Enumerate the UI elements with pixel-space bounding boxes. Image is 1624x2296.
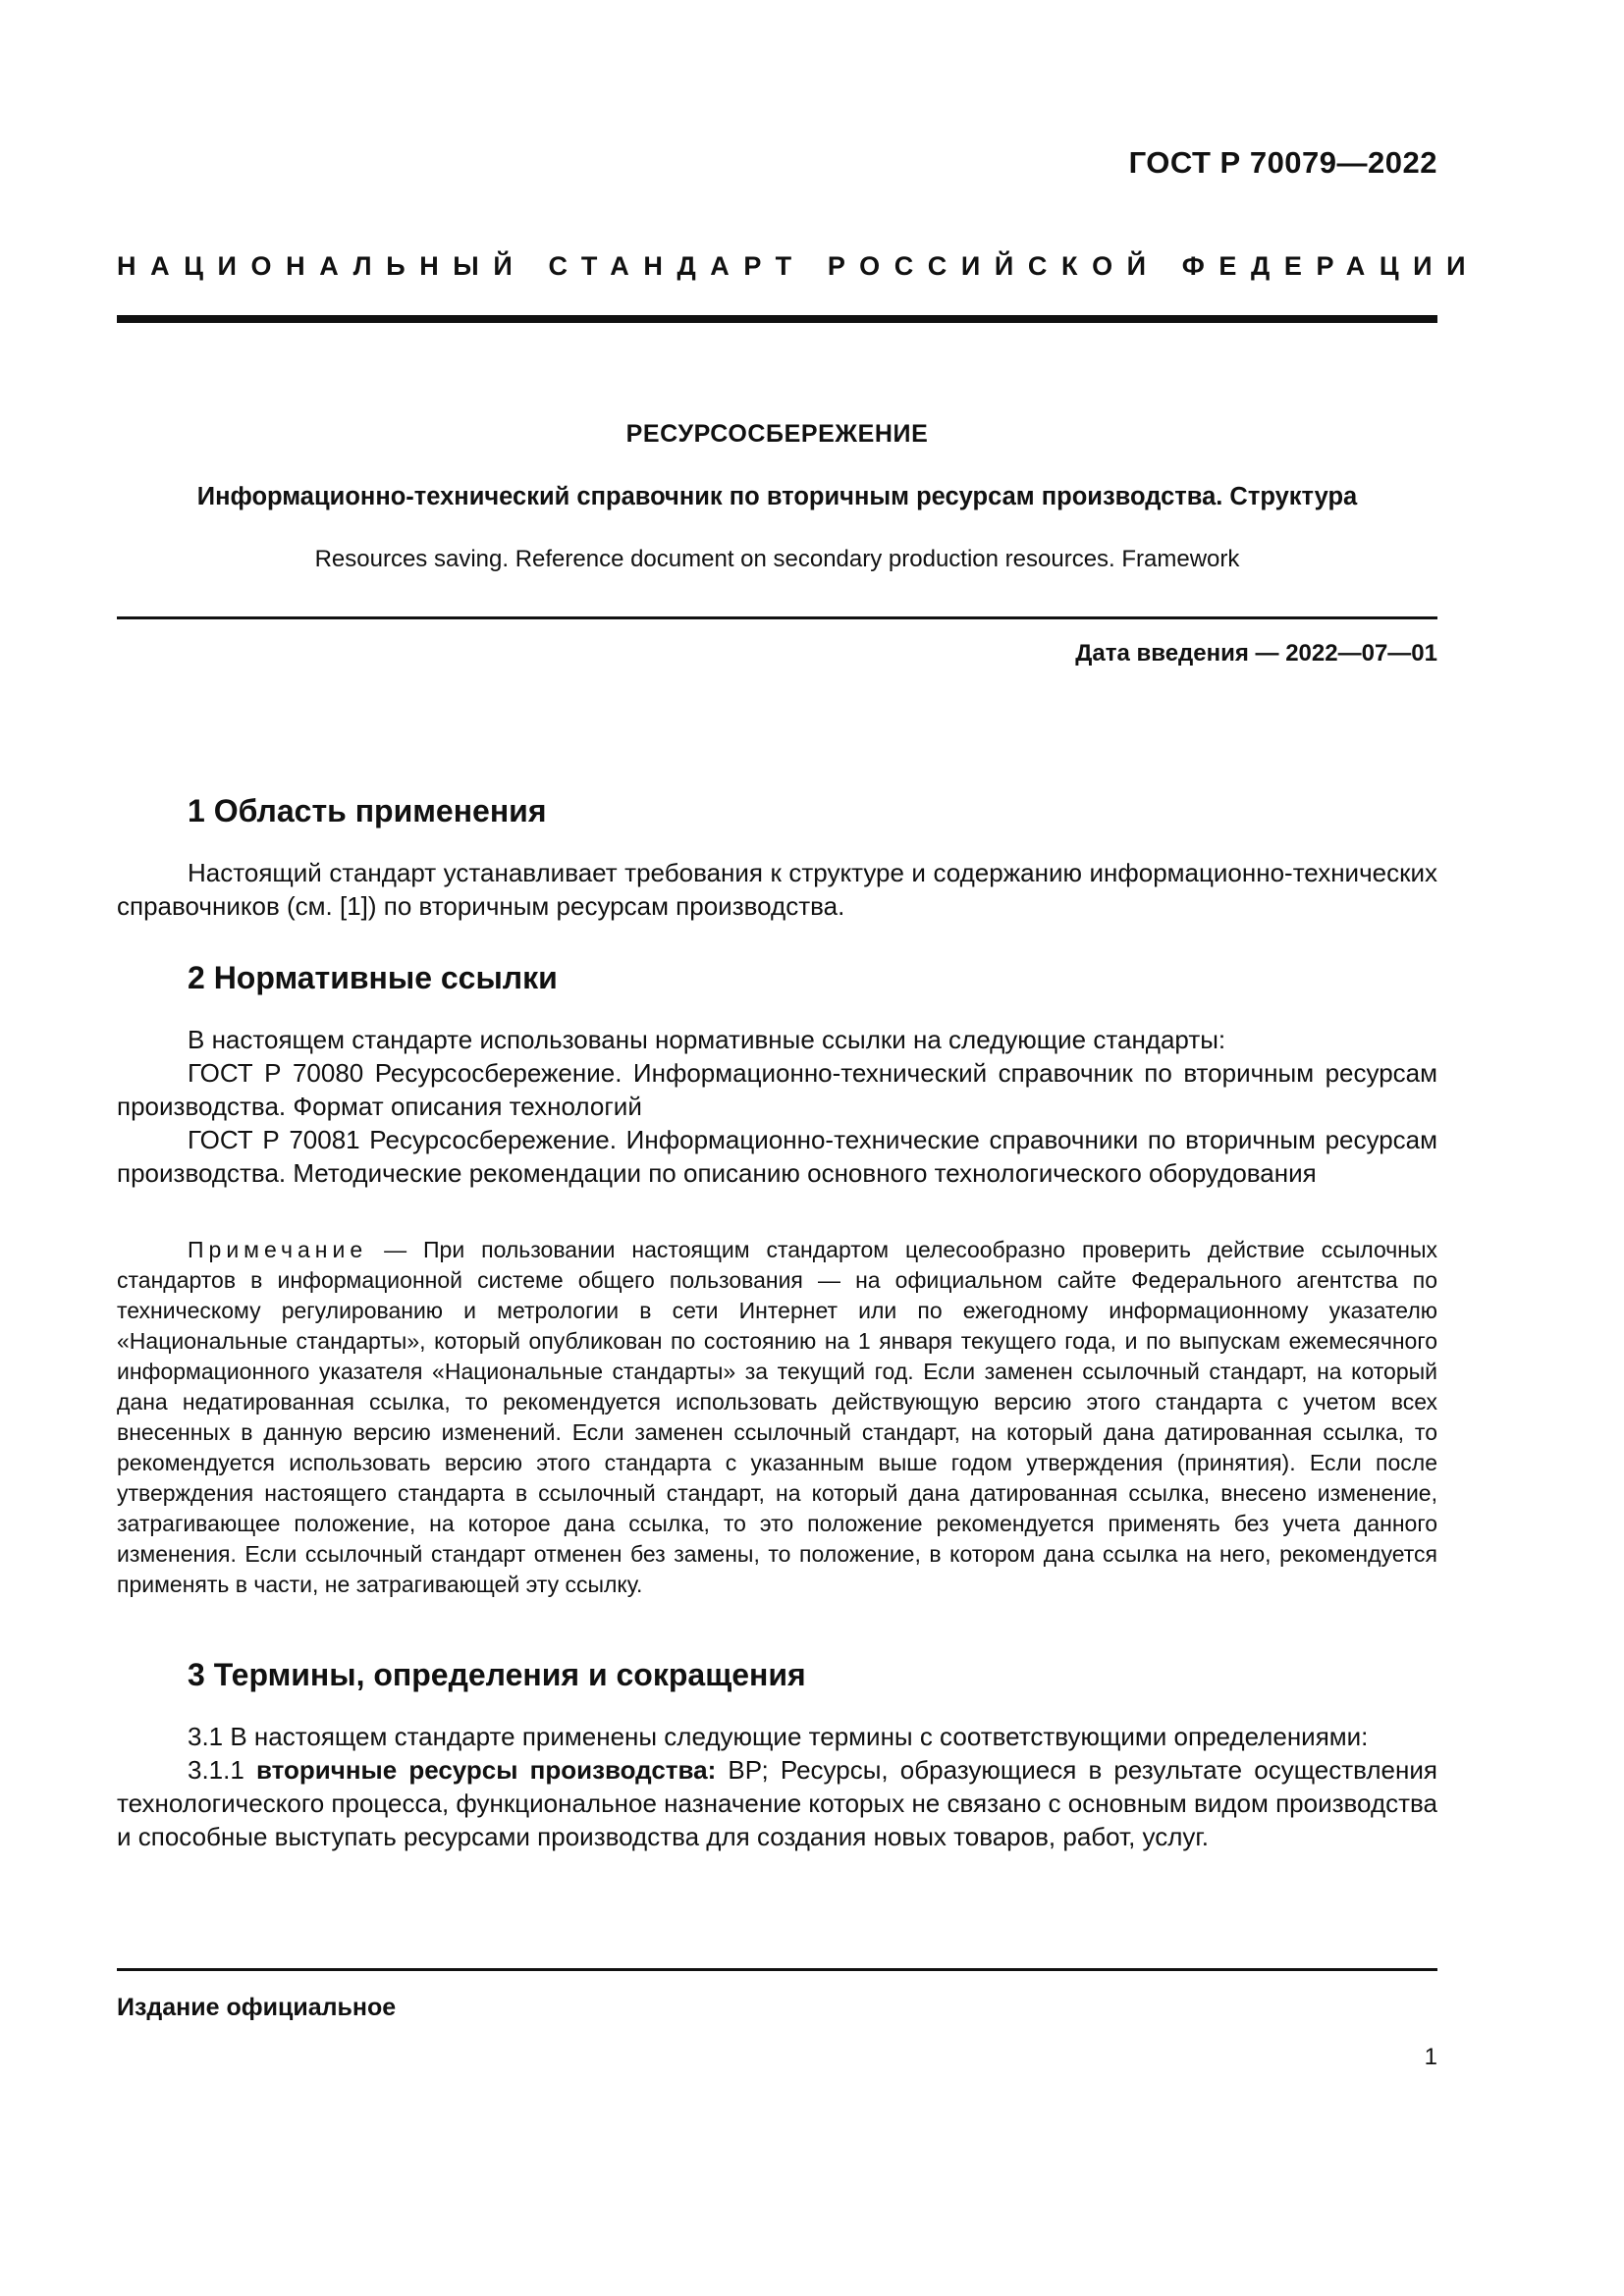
title-divider xyxy=(117,616,1437,619)
note-text: — При пользовании настоящим стандартом целесообразно проверить действие ссылочных стандартов в информационной системе общего пользования — на официальном сайте Федерального агентства по техническому регулированию и метрологии в сети Интернет или по ежегодному информационному указателю «Национальные стандарты», который опубликован по состоянию на 1 января текущего года, и по выпускам ежемесячного информационного указателя «Национальные стандарты» за текущий год. Если заменен ссылочный стандарт, на который дана недатированная ссылка, то рекомендуется использовать действующую версию этого стандарта с учетом всех внесенных в данную версию изменений. Если заменен ссылочный стандарт, на который дана датированная ссылка, то рекомендуется использовать версию этого стандарта с указанным выше годом утверждения (принятия). Если после утверждения настоящего стандарта в ссылочный стандарт, на который дана датированная ссылка, внесено изменение, затрагивающее положение, на которое дана ссылка, то это положение рекомендуется применять без учета данного изменения. Если ссылочный стандарт отменен без замены, то положение, в котором дана ссылка на него, рекомендуется применять в части, не затрагивающей эту ссылку. xyxy=(117,1237,1437,1597)
section-3-heading: 3 Термины, определения и сокращения xyxy=(188,1657,806,1692)
term-definition xyxy=(117,1753,1437,1853)
term-name: вторичные ресурсы производства: xyxy=(255,1755,717,1785)
header-divider xyxy=(117,315,1437,323)
normative-reference-70080: ГОСТ Р 70080 Ресурсосбережение. Информационно-технический справочник по вторичным ресурсам производства. Формат описания технологий xyxy=(117,1058,1437,1121)
official-edition-label: Издание официальное xyxy=(117,1994,397,2021)
document-title: РЕСУРСОСБЕРЕЖЕНИЕ xyxy=(625,420,929,448)
document-subtitle: Информационно-технический справочник по вторичным ресурсам производства. Структура xyxy=(196,483,1358,510)
introduction-date: Дата введения — 2022—07—01 xyxy=(1075,640,1437,667)
section-2-note xyxy=(117,1235,1437,1600)
footer-divider xyxy=(117,1968,1437,1971)
note-label: Примечание xyxy=(188,1237,368,1262)
page-number: 1 xyxy=(1424,2044,1437,2070)
english-title: Resources saving. Reference document on secondary production resources. Framework xyxy=(314,546,1240,572)
section-2-intro: В настоящем стандарте использованы нормативные ссылки на следующие стандарты: xyxy=(188,1025,1226,1054)
standard-code: ГОСТ Р 70079—2022 xyxy=(1128,145,1437,180)
term-text: ВР; Ресурсы, образующиеся в результате осуществления технологического процесса, функциональное назначение которых не связано с основным видом производства и способные выступать ресурсами производства для создания новых товаров, работ, услуг. xyxy=(117,1755,1437,1851)
term-number: 3.1.1 xyxy=(188,1755,256,1785)
section-2-heading: 2 Нормативные ссылки xyxy=(188,960,558,995)
normative-reference-70081: ГОСТ Р 70081 Ресурсосбережение. Информационно-технические справочники по вторичным ресурсам производства. Методические рекомендации по описанию основного технологического оборудования xyxy=(117,1125,1437,1188)
national-standard-banner: НАЦИОНАЛЬНЫЙ СТАНДАРТ РОССИЙСКОЙ ФЕДЕРАЦИИ xyxy=(117,251,1481,281)
section-3-intro: 3.1 В настоящем стандарте применены следующие термины с соответствующими определениями: xyxy=(188,1722,1369,1751)
document-page xyxy=(117,0,1481,2296)
section-1-paragraph: Настоящий стандарт устанавливает требования к структуре и содержанию информационно-технических справочников (см. [1]) по вторичным ресурсам производства. xyxy=(117,858,1437,921)
section-1-heading: 1 Область применения xyxy=(188,793,547,828)
